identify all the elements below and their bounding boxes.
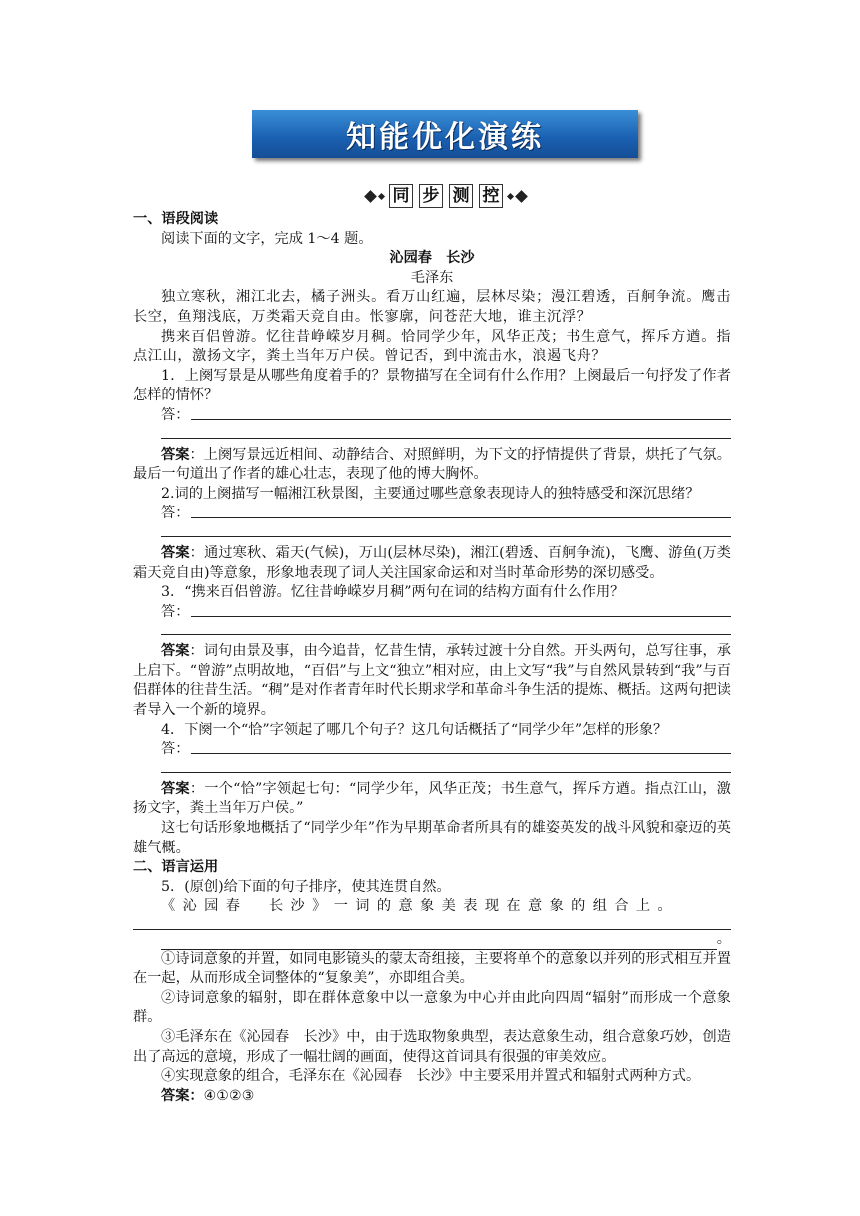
- answer-line[interactable]: 答：: [133, 603, 731, 623]
- instruction: 阅读下面的文字，完成 1～4 题。: [161, 230, 373, 247]
- banner-title: 知能优化演练: [346, 120, 544, 155]
- answer-line[interactable]: 答：: [133, 740, 731, 760]
- question-1: 1．上阕写景是从哪些角度着手的？景物描写在全词有什么作用？上阕最后一句抒发了作者怎样的情怀？: [133, 367, 731, 404]
- sentence-4: ④实现意象的组合，毛泽东在《沁园春 长沙》中主要采用并置式和辐射式两种方式。: [161, 1068, 701, 1085]
- answer-blank-end: 。: [161, 930, 731, 950]
- question-5-stem: 《沁园春 长沙》一词的意象美表现在意象的组合上。: [161, 898, 680, 915]
- poem-title: 沁园春 长沙: [389, 250, 475, 267]
- diamond-icon: [515, 190, 528, 203]
- subtitle-bar: [356, 184, 536, 208]
- question-5: 5．(原创)给下面的句子排序，使其连贯自然。: [161, 878, 451, 895]
- diamond-icon: [507, 192, 514, 199]
- subtitle-char: 同: [389, 184, 413, 208]
- subtitle-char: 测: [449, 184, 473, 208]
- section-heading-1: 一、语段阅读: [133, 211, 219, 227]
- answer-blank: [161, 760, 731, 773]
- sentence-1: ①诗词意象的并置，如同电影镜头的蒙太奇组接，主要将单个的意象以并列的形式相互并置在一起，从而形成全词整体的“复象美”，亦即组合美。: [133, 950, 731, 987]
- answer-1: 答案：上阕写景远近相间、动静结合、对照鲜明，为下文的抒情提供了背景，烘托了气氛。最后一句道出了作者的雄心壮志，表现了他的博大胸怀。: [133, 446, 731, 483]
- poem-stanza-1: 独立寒秋，湘江北去，橘子洲头。看万山红遍，层林尽染；漫江碧透，百舸争流。鹰击长空，鱼翔浅底，万类霜天竞自由。怅寥廓，问苍茫大地，谁主沉浮？: [133, 289, 731, 325]
- answer-4-summary: 这七句话形象地概括了“同学少年”作为早期革命者所具有的雄姿英发的战斗风貌和豪迈的英雄气概。: [133, 820, 731, 856]
- answer-4: 答案：一个“恰”字领起七句：“同学少年，风华正茂；书生意气，挥斥方遒。指点江山，激扬文字，粪土当年万户侯。”: [133, 780, 731, 817]
- answer-2: 答案：通过寒秋、霜天(气候)，万山(层林尽染)，湘江(碧透、百舸争流)，飞鹰、游鱼(万类霜天竞自由)等意象，形象地表现了词人关注国家命运和对当时革命形势的深切感受。: [133, 544, 731, 581]
- question-4: 4．下阕一个“恰”字领起了哪几个句子？这几句话概括了“同学少年”怎样的形象？: [161, 721, 668, 738]
- document-body: [133, 210, 731, 1106]
- sentence-3: ③毛泽东在《沁园春 长沙》中，由于选取物象典型，表达意象生动，组合意象巧妙，创造出了高远的意境，形成了一幅壮阔的画面，使得这首词具有很强的审美效应。: [133, 1028, 731, 1065]
- subtitle-char: 步: [419, 184, 443, 208]
- answer-blank: [161, 524, 731, 537]
- answer-blank: [161, 426, 731, 439]
- section-banner: [252, 110, 638, 158]
- subtitle-char: 控: [479, 184, 503, 208]
- question-2: 2.词的上阕描写一幅湘江秋景图，主要通过哪些意象表现诗人的独特感受和深沉思绪？: [161, 485, 700, 502]
- answer-blank: [161, 622, 731, 635]
- question-3: 3．“携来百侣曾游。忆往昔峥嵘岁月稠”两句在词的结构方面有什么作用？: [161, 584, 625, 601]
- poem-author: 毛泽东: [410, 269, 454, 286]
- section-heading-2: 二、语言运用: [133, 859, 219, 876]
- answer-blank[interactable]: [133, 917, 731, 930]
- diamond-icon: [364, 190, 377, 203]
- answer-5: 答案：④①②③: [161, 1087, 255, 1104]
- poem-stanza-2: 携来百侣曾游。忆往昔峥嵘岁月稠。恰同学少年，风华正茂；书生意气，挥斥方遒。指点江山，激扬文字，粪土当年万户侯。曾记否，到中流击水，浪遏飞舟？: [133, 328, 731, 365]
- answer-line[interactable]: 答：: [133, 406, 731, 426]
- answer-3: 答案：词句由景及事，由今追昔，忆昔生情，承转过渡十分自然。开头两句，总写往事，承上启下。“曾游”点明故地，“百侣”与上文“独立”相对应，由上文写“我”与自然风景转到“我”与百侣群体的往昔生活。“稠”是对作者青年时代长期求学和革命斗争生活的提炼、概括。这两句把读者导入一个新的境界。: [133, 643, 731, 719]
- diamond-icon: [378, 192, 385, 199]
- sentence-2: ②诗词意象的辐射，即在群体意象中以一意象为中心并由此向四周“辐射”而形成一个意象群。: [133, 989, 731, 1026]
- answer-line[interactable]: 答：: [133, 504, 731, 524]
